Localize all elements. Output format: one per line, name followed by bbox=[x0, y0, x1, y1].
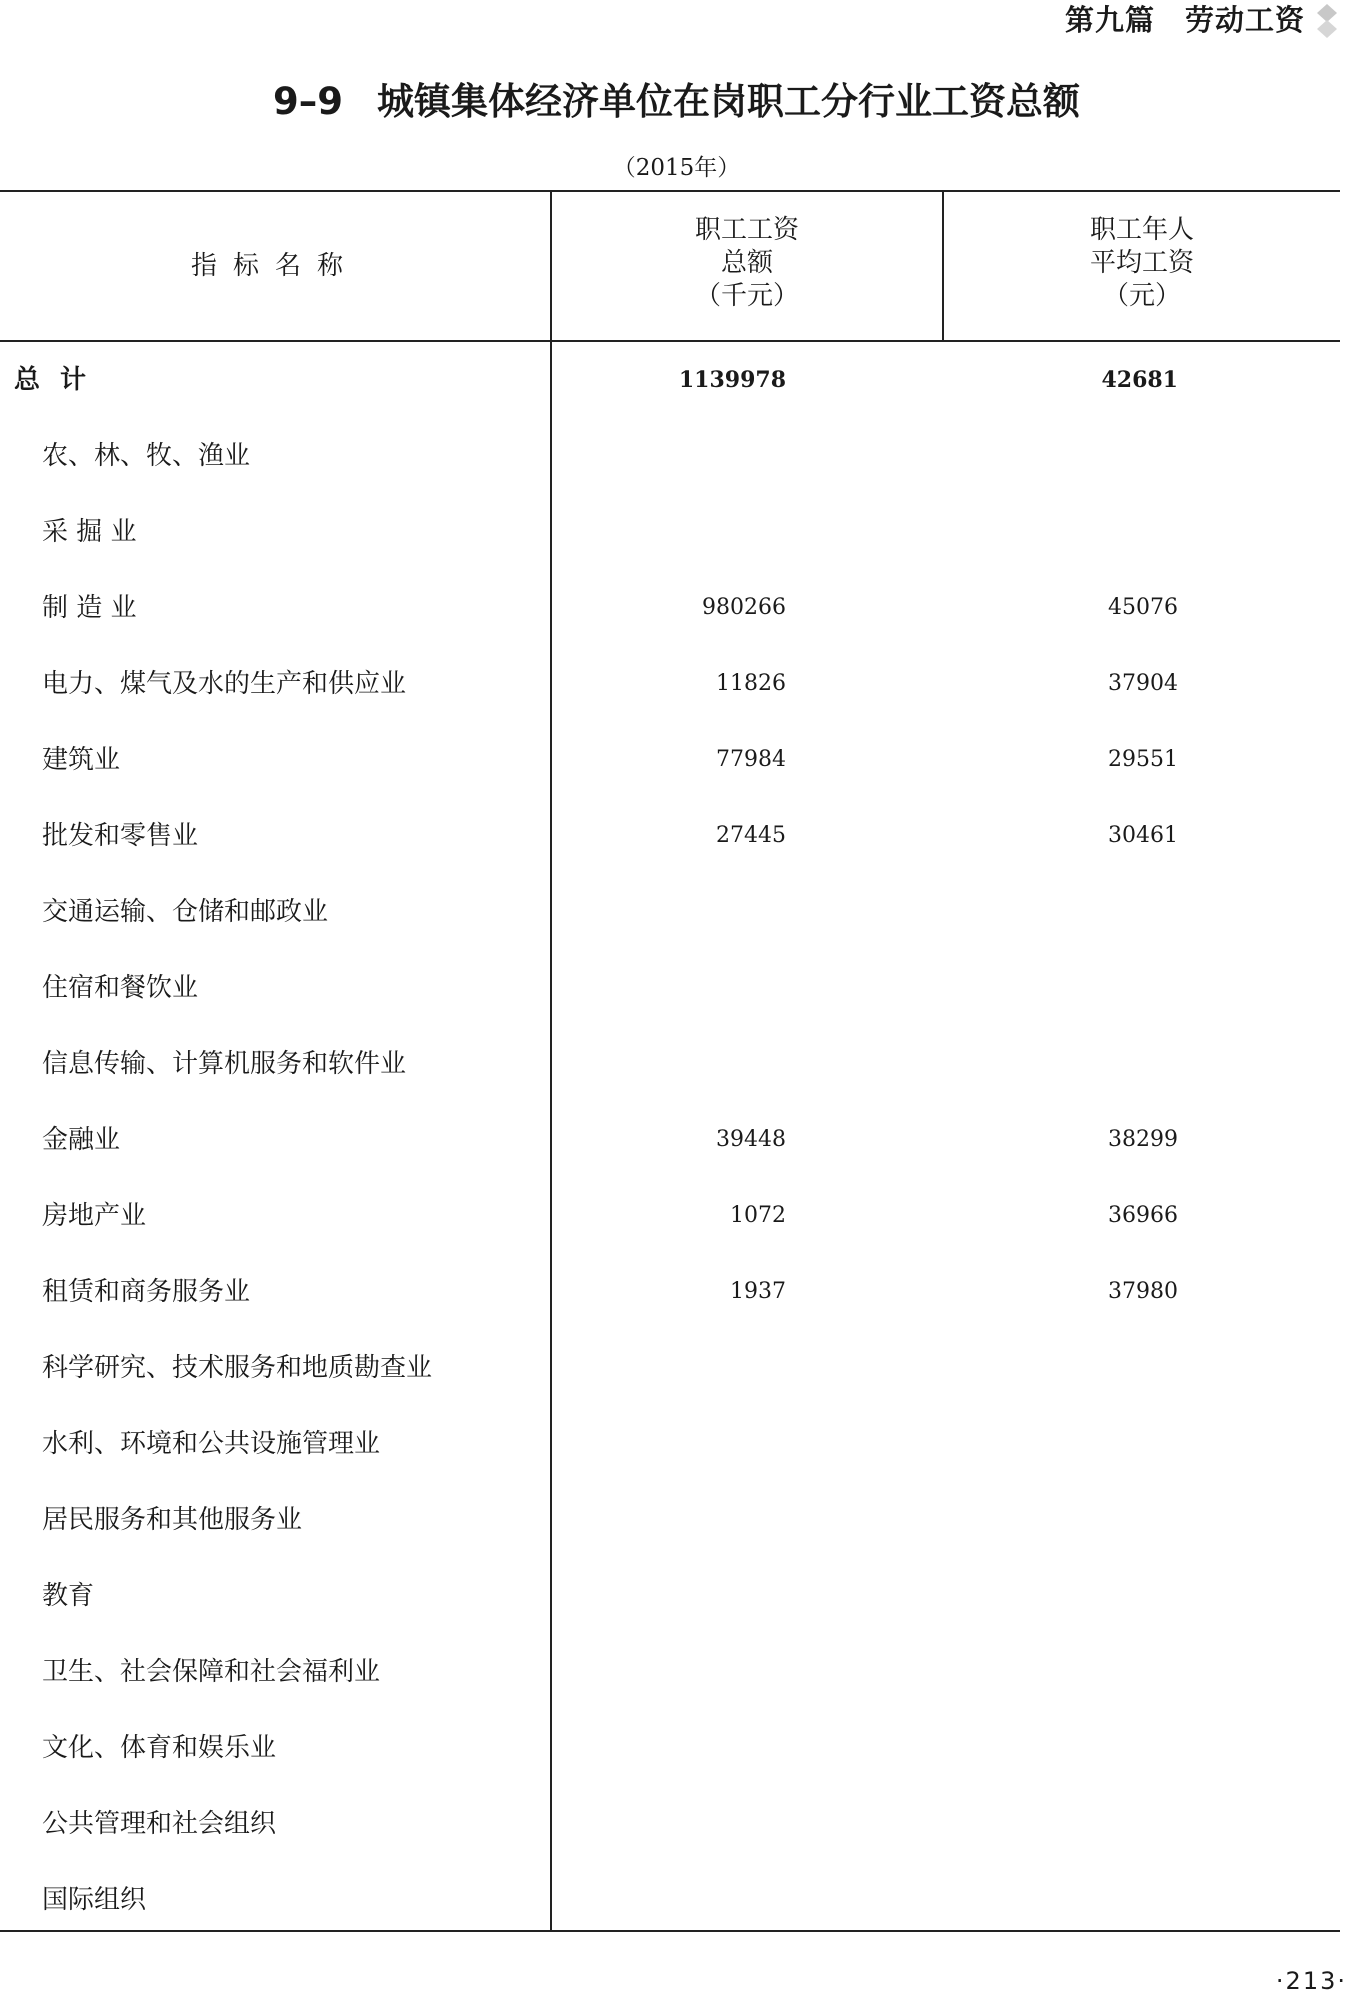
row-name: 交通运输、仓储和邮政业 bbox=[42, 897, 329, 927]
table-row bbox=[0, 1558, 1340, 1634]
year-note: （2015年） bbox=[612, 155, 741, 181]
average-wage-value: 45076 bbox=[1108, 595, 1178, 620]
table-row bbox=[0, 1026, 1340, 1102]
total-wages-value: 39448 bbox=[716, 1127, 786, 1152]
page-number: ·213· bbox=[1275, 1967, 1347, 1995]
running-head bbox=[1065, 0, 1305, 40]
table-row bbox=[0, 646, 1340, 722]
row-name: 水利、环境和公共设施管理业 bbox=[42, 1429, 381, 1459]
average-wage-value: 38299 bbox=[1108, 1127, 1178, 1152]
table-row bbox=[0, 1178, 1340, 1254]
row-name: 文化、体育和娱乐业 bbox=[42, 1733, 277, 1763]
total-wages-value: 980266 bbox=[702, 595, 786, 620]
average-wage-value: 42681 bbox=[1101, 367, 1178, 393]
total-wages-value: 1139978 bbox=[678, 367, 786, 393]
row-name: 制 造 业 bbox=[42, 593, 137, 623]
row-name: 公共管理和社会组织 bbox=[42, 1809, 277, 1839]
row-name: 教育 bbox=[42, 1581, 95, 1611]
header-average-wage-line: 职工年人 bbox=[1089, 215, 1194, 245]
table-top-rule bbox=[0, 190, 1340, 192]
average-wage-value: 30461 bbox=[1108, 823, 1178, 848]
table-row bbox=[0, 418, 1340, 494]
row-name: 农、林、牧、渔业 bbox=[42, 441, 251, 471]
average-wage-value: 36966 bbox=[1108, 1203, 1178, 1228]
row-name: 金融业 bbox=[42, 1125, 121, 1155]
header-total-wages-line: 总额 bbox=[720, 248, 773, 278]
row-name: 科学研究、技术服务和地质勘查业 bbox=[42, 1353, 433, 1383]
table-row bbox=[0, 1634, 1340, 1710]
running-head-part: 第九篇 bbox=[1064, 3, 1155, 37]
total-wages-value: 11826 bbox=[716, 671, 786, 696]
header-total-wages-line: 职工工资 bbox=[694, 215, 799, 245]
total-wages-value: 27445 bbox=[716, 823, 786, 848]
row-name: 总计 bbox=[14, 365, 107, 395]
table-row bbox=[0, 494, 1340, 570]
row-name: 居民服务和其他服务业 bbox=[42, 1505, 303, 1535]
table-row bbox=[0, 1862, 1340, 1938]
header-average-wage-line: 平均工资 bbox=[1089, 248, 1194, 278]
header-total-wages-unit: （千元） bbox=[694, 281, 799, 311]
row-name: 电力、煤气及水的生产和供应业 bbox=[42, 669, 407, 699]
row-name: 国际组织 bbox=[42, 1885, 147, 1915]
row-name: 房地产业 bbox=[42, 1201, 147, 1231]
header-average-wage bbox=[944, 214, 1340, 313]
table-row bbox=[0, 874, 1340, 950]
row-name: 信息传输、计算机服务和软件业 bbox=[42, 1049, 407, 1079]
total-wages-value: 1072 bbox=[730, 1203, 786, 1228]
table-row bbox=[0, 1786, 1340, 1862]
table-row bbox=[0, 1406, 1340, 1482]
row-name: 租赁和商务服务业 bbox=[42, 1277, 251, 1307]
average-wage-value: 29551 bbox=[1108, 747, 1178, 772]
table-title-text: 城镇集体经济单位在岗职工分行业工资总额 bbox=[377, 80, 1080, 123]
row-name: 住宿和餐饮业 bbox=[42, 973, 199, 1003]
table-row bbox=[0, 1254, 1340, 1330]
table-row bbox=[0, 1710, 1340, 1786]
table-row bbox=[0, 798, 1340, 874]
total-wages-value: 1937 bbox=[730, 1279, 786, 1304]
average-wage-value: 37980 bbox=[1108, 1279, 1178, 1304]
header-indicator-name: 指标名称 bbox=[190, 251, 359, 281]
header-total-wages bbox=[552, 214, 942, 313]
table-number: 9–9 bbox=[273, 80, 343, 123]
header-average-wage-unit: （元） bbox=[1102, 281, 1181, 311]
total-wages-value: 77984 bbox=[716, 747, 786, 772]
table-row bbox=[0, 950, 1340, 1026]
running-head-chapter: 劳动工资 bbox=[1184, 3, 1305, 37]
table-row bbox=[0, 570, 1340, 646]
table-title bbox=[0, 74, 1353, 130]
row-name: 批发和零售业 bbox=[42, 821, 199, 851]
table-row bbox=[0, 1330, 1340, 1406]
average-wage-value: 37904 bbox=[1108, 671, 1178, 696]
table-row bbox=[0, 1102, 1340, 1178]
table-row bbox=[0, 722, 1340, 798]
table-row-total bbox=[0, 342, 1340, 418]
diamond-marker-icon bbox=[1315, 4, 1339, 38]
row-name: 采 掘 业 bbox=[42, 517, 137, 547]
row-name: 卫生、社会保障和社会福利业 bbox=[42, 1657, 381, 1687]
table-row bbox=[0, 1482, 1340, 1558]
row-name: 建筑业 bbox=[42, 745, 121, 775]
